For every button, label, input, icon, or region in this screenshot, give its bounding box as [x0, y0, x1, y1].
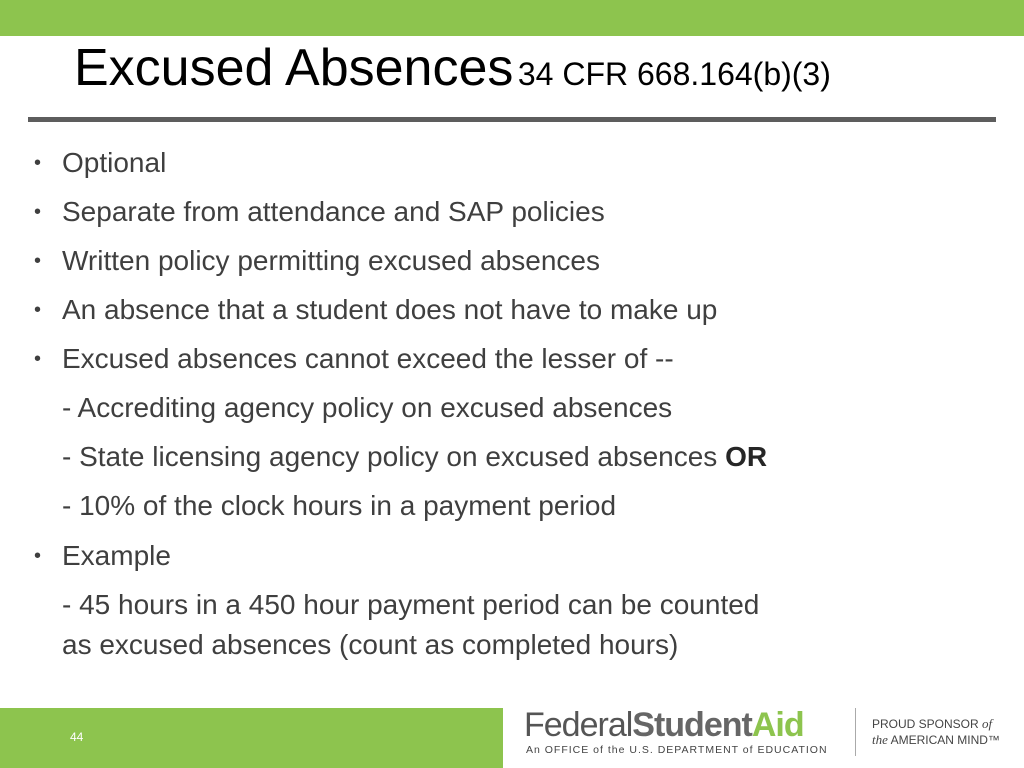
- sponsor-line-2-italic: the: [872, 732, 888, 747]
- line-text: [62, 192, 605, 232]
- sponsor-line-1: [872, 716, 1000, 732]
- bullet-marker: •: [34, 250, 42, 272]
- sub-item: [0, 388, 1000, 428]
- page-number: 44: [70, 730, 84, 744]
- top-accent-bar: [0, 0, 1024, 36]
- logo-aid: Aid: [751, 706, 804, 744]
- bullet-marker: •: [34, 545, 42, 567]
- logo-federal: Federal: [524, 706, 633, 744]
- line-text: [62, 437, 767, 477]
- sub-item: [0, 486, 1000, 526]
- line-text-content: Written policy permitting excused absences: [62, 245, 600, 276]
- line-text: [62, 290, 717, 330]
- sponsor-line-2-text: AMERICAN MIND™: [887, 733, 1000, 747]
- line-text-content: - 10% of the clock hours in a payment period: [62, 490, 617, 521]
- sponsor-line-1-italic: of: [982, 716, 993, 731]
- line-text: [62, 241, 600, 281]
- slide-title: [74, 36, 831, 100]
- logo-tagline: An OFFICE of the U.S. DEPARTMENT of EDUCATION: [526, 744, 828, 756]
- logo-wordmark: [524, 706, 804, 744]
- bullet-item: [0, 536, 1000, 576]
- bullet-marker: •: [34, 201, 42, 223]
- line-text-content: - State licensing agency policy on excused absences: [62, 441, 726, 472]
- bullet-item: [0, 192, 1000, 232]
- title-divider: [28, 117, 996, 122]
- line-text: [62, 486, 616, 526]
- sub-item: [0, 625, 1000, 665]
- line-text-content: Example: [62, 540, 171, 571]
- federal-student-aid-logo: [524, 706, 844, 760]
- title-main: Excused Absences: [74, 39, 514, 97]
- line-text-content: - 45 hours in a 450 hour payment period can be counted: [62, 589, 760, 620]
- line-text: [62, 339, 674, 379]
- line-text-content: Excused absences cannot exceed the lesser of --: [62, 343, 674, 374]
- sponsor-line-2: [872, 732, 1000, 748]
- line-text: [62, 388, 672, 428]
- line-text: [62, 585, 759, 625]
- line-text-content: as excused absences (count as completed hours): [62, 629, 679, 660]
- line-text-content: Separate from attendance and SAP policies: [62, 196, 605, 227]
- bullet-item: [0, 143, 1000, 183]
- line-text: [62, 625, 678, 665]
- bullet-marker: •: [34, 348, 42, 370]
- sponsor-text: [872, 716, 1000, 748]
- bullet-item: [0, 290, 1000, 330]
- emphasis-text: OR: [725, 441, 768, 472]
- bullet-item: [0, 339, 1000, 379]
- line-text-content: An absence that a student does not have to make up: [62, 294, 718, 325]
- sponsor-line-1-text: PROUD SPONSOR: [872, 717, 983, 731]
- sub-item: [0, 437, 1000, 477]
- line-text: [62, 143, 166, 183]
- bullet-marker: •: [34, 299, 42, 321]
- logo-divider: [855, 708, 856, 756]
- bullet-marker: •: [34, 152, 42, 174]
- line-text-content: - Accrediting agency policy on excused absences: [62, 392, 673, 423]
- line-text: [62, 536, 171, 576]
- title-citation: 34 CFR 668.164(b)(3): [517, 56, 831, 92]
- logo-student: Student: [632, 706, 752, 744]
- sub-item: [0, 585, 1000, 625]
- line-text-content: Optional: [62, 147, 167, 178]
- bullet-item: [0, 241, 1000, 281]
